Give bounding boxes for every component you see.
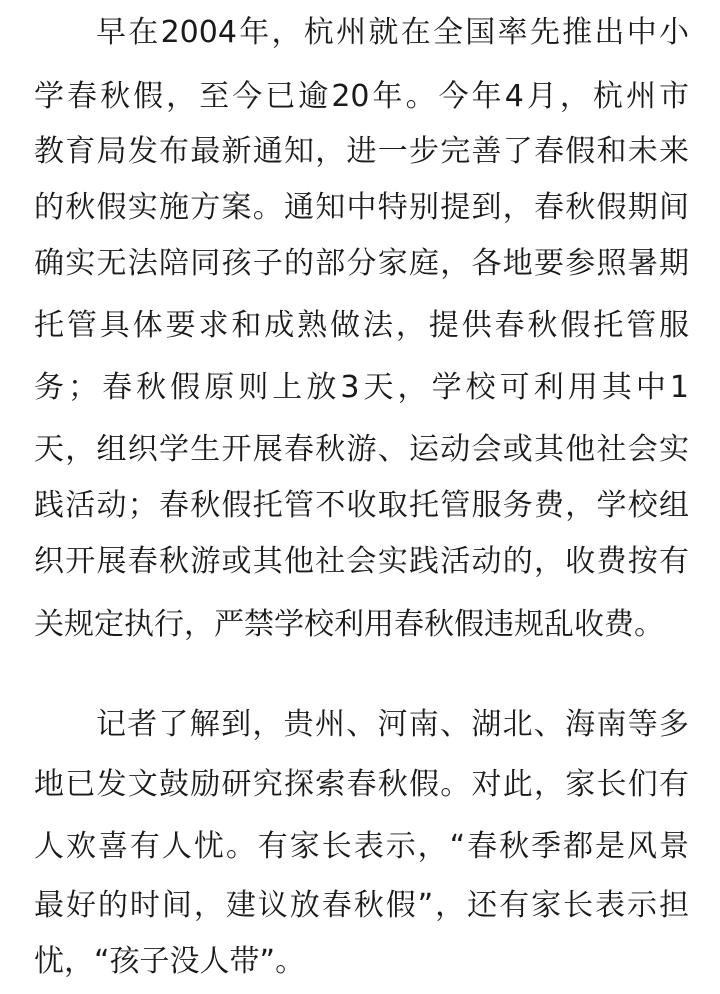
text-line: 托管具体要求和成熟做法，提供春秋假托管服 [34,308,689,343]
text-line: 教育局发布最新通知，进一步完善了春假和未来 [34,134,689,169]
text-line: 早在2004年，杭州就在全国率先推出中小 [96,15,689,50]
text-line: 践活动；春秋假托管不收取托管服务费，学校组 [34,488,689,523]
text-line: 人欢喜有人忧。有家长表示，“春秋季都是风景 [34,829,689,864]
text-line: 学春秋假，至今已逾20年。今年4月，杭州市 [34,79,689,114]
text-line: 天，组织学生开展春秋游、运动会或其他社会实 [34,432,689,467]
text-line: 织开展春秋游或其他社会实践活动的，收费按有 [34,544,689,579]
text-line: 记者了解到，贵州、河南、湖北、海南等多 [96,707,689,742]
text-line: 忧，“孩子没人带”。 [34,944,306,979]
text-line: 关规定执行，严禁学校利用春秋假违规乱收费。 [34,607,664,642]
text-line: 务；春秋假原则上放3天，学校可利用其中1 [34,370,689,405]
text-line: 确实无法陪同孩子的部分家庭，各地要参照暑期 [34,246,689,281]
text-line: 最好的时间，建议放春秋假”，还有家长表示担 [34,888,689,923]
text-line: 的秋假实施方案。通知中特别提到，春秋假期间 [34,190,689,225]
text-line: 地已发文鼓励研究探索春秋假。对此，家长们有 [34,767,689,802]
